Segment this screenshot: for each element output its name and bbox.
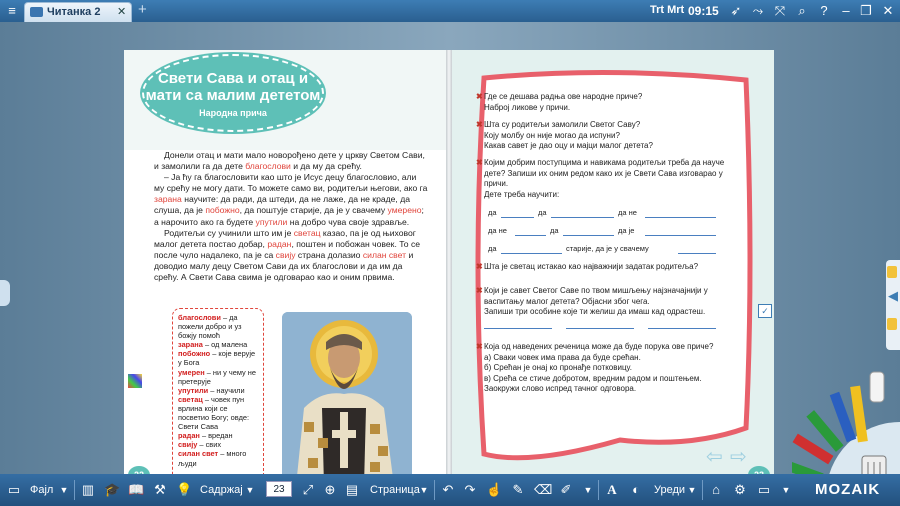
glossary-entry bbox=[178, 440, 258, 449]
pencils-icon[interactable]: ✐ bbox=[560, 482, 572, 497]
question-text: Којим добрим поступцима и навикама родитељи треба да науче дете? Запиши их оним редом како их је Свети Сава изговарао у причи. Дете треба научити: bbox=[484, 158, 725, 199]
minimize-icon[interactable]: – bbox=[842, 3, 850, 18]
checkbox-icon[interactable]: ✓ bbox=[758, 304, 772, 318]
screen-icon[interactable]: ▭ bbox=[7, 482, 21, 497]
fill-in-blank[interactable] bbox=[551, 217, 614, 218]
glossary-definition: – вредан bbox=[199, 431, 233, 441]
text-tool-icon[interactable]: A bbox=[607, 482, 617, 497]
fill-in-blank[interactable] bbox=[501, 217, 534, 218]
monitor-dropdown-icon[interactable]: ▼ bbox=[781, 485, 791, 495]
answer-blank[interactable] bbox=[484, 328, 552, 329]
home-check-icon[interactable]: ⌂ bbox=[712, 482, 720, 497]
undo-icon[interactable]: ↶ bbox=[442, 482, 454, 497]
restore-icon[interactable]: ❐ bbox=[860, 3, 872, 18]
bookmark-add-icon[interactable] bbox=[887, 266, 897, 278]
rocket-icon[interactable]: ➶ bbox=[730, 3, 742, 18]
glossary-entry bbox=[178, 449, 258, 467]
fill-in-label: да bbox=[488, 208, 497, 217]
story-text bbox=[154, 150, 429, 283]
page-view-menu[interactable]: Страница bbox=[370, 484, 420, 496]
pointer-hand-icon[interactable]: ☝ bbox=[486, 482, 503, 497]
answer-blank[interactable] bbox=[648, 328, 716, 329]
zoom-icon[interactable]: ⊕ bbox=[324, 482, 336, 497]
left-page bbox=[124, 50, 446, 488]
fill-in-label: да bbox=[488, 244, 497, 253]
page-number-input[interactable]: 23 bbox=[266, 481, 292, 497]
graduation-cap-icon[interactable]: 🎓 bbox=[104, 482, 121, 497]
story-text-run: на добро чува своје здравље. bbox=[287, 216, 410, 227]
glossary-word: побожно bbox=[178, 349, 211, 359]
story-text-run: Родитељи су учинили што им је bbox=[164, 227, 294, 238]
highlighted-word: свију bbox=[275, 249, 296, 260]
fill-in-label: да не bbox=[488, 226, 507, 235]
question-item bbox=[476, 158, 734, 200]
glossary-definition: – ни у чему не претерује bbox=[178, 367, 256, 386]
highlighted-word: радан bbox=[267, 238, 292, 249]
pen-dropdown-icon[interactable]: ▼ bbox=[583, 485, 593, 495]
help-icon[interactable]: ? bbox=[820, 3, 828, 18]
file-dropdown-icon[interactable]: ▼ bbox=[59, 485, 69, 495]
glossary-entry bbox=[178, 349, 258, 367]
lightbulb-icon[interactable]: 💡 bbox=[176, 482, 193, 497]
reader-area bbox=[0, 22, 900, 474]
open-book-icon[interactable]: 📖 bbox=[128, 482, 145, 497]
left-panel-handle[interactable] bbox=[0, 280, 10, 306]
brand-logo: MOZAIK bbox=[815, 481, 881, 498]
fill-in-blank[interactable] bbox=[501, 253, 562, 254]
title-bar bbox=[0, 0, 900, 22]
story-text-run: казао, па је од њиховог малог детета постао добар, bbox=[154, 227, 416, 249]
glossary-word: умерен bbox=[178, 367, 205, 377]
glossary-word: силан свет bbox=[178, 449, 219, 459]
hamburger-menu-icon[interactable]: ≡ bbox=[8, 3, 16, 18]
collapse-panel-icon[interactable]: ◀ bbox=[888, 288, 898, 303]
glossary-entry bbox=[178, 431, 258, 440]
question-mark-icon: ✖ bbox=[476, 158, 483, 167]
glossary-definition: – свих bbox=[197, 440, 222, 450]
glossary-word: свију bbox=[178, 440, 198, 450]
double-page-icon[interactable]: ▤ bbox=[345, 482, 359, 497]
highlighted-word: побожно bbox=[205, 205, 240, 216]
edit-dropdown-icon[interactable]: ▼ bbox=[687, 485, 697, 495]
question-text: Где се дешава радња ове народне приче? Наброј ликове у причи. bbox=[484, 92, 643, 112]
question-mark-icon: ✖ bbox=[476, 92, 483, 101]
question-mark-icon: ✖ bbox=[476, 262, 483, 271]
clock: 09:15 bbox=[688, 4, 719, 18]
search-icon[interactable]: ⌕ bbox=[798, 3, 806, 18]
question-mark-icon: ✖ bbox=[476, 342, 483, 351]
fill-in-blank[interactable] bbox=[515, 235, 547, 236]
new-tab-icon[interactable]: + bbox=[138, 1, 147, 18]
glossary-word: упутили bbox=[178, 385, 209, 395]
saint-sava-illustration bbox=[282, 312, 412, 486]
file-menu[interactable]: Фајл bbox=[30, 484, 54, 496]
glossary-entry bbox=[178, 313, 258, 340]
story-text-run: , поштен и побожан човек. То се после чуло надалеко, па је са bbox=[154, 238, 421, 260]
question-item bbox=[476, 92, 734, 113]
answer-blank[interactable] bbox=[566, 328, 634, 329]
fill-in-label: да bbox=[550, 226, 559, 235]
question-item bbox=[476, 262, 734, 273]
book-spine-icon[interactable]: ▥ bbox=[81, 482, 95, 497]
fullscreen-icon[interactable]: ⤧ bbox=[774, 3, 786, 18]
close-window-icon[interactable]: ✕ bbox=[882, 3, 894, 18]
story-paragraph bbox=[154, 228, 429, 283]
glossary-definition: – да пожели добро и уз божју помоћ bbox=[178, 313, 242, 341]
story-paragraph bbox=[154, 172, 429, 227]
fit-page-icon[interactable]: ⤢ bbox=[302, 482, 314, 497]
glossary-entry bbox=[178, 386, 258, 395]
puzzle-icon[interactable] bbox=[128, 374, 142, 388]
glossary-entry bbox=[178, 395, 258, 431]
fill-in-label: старије, да је у свачему bbox=[566, 244, 649, 253]
pen-icon[interactable]: ✎ bbox=[512, 482, 524, 497]
highlighted-word: светац bbox=[293, 227, 321, 238]
question-item bbox=[476, 120, 734, 152]
story-text-run: Донели отац и мати мало новорођено дете у цркву Светом Сави, и замолили га да дете bbox=[154, 150, 425, 172]
question-item bbox=[476, 342, 734, 395]
fill-in-label: да bbox=[538, 208, 547, 217]
glossary-box bbox=[172, 308, 264, 484]
glossary-definition: – које верује у Бога bbox=[178, 349, 256, 368]
glossary-word: светац bbox=[178, 394, 203, 404]
glossary-word: благослови bbox=[178, 313, 221, 322]
highlighted-word: умерено bbox=[387, 205, 422, 216]
user-label: Trt Mrt bbox=[650, 4, 685, 16]
story-text-run: , да поштује старије, да је у свачему bbox=[239, 205, 388, 216]
fill-in-blank[interactable] bbox=[645, 217, 717, 218]
prev-page-arrow[interactable]: ⇦ bbox=[706, 446, 723, 468]
glossary-entry bbox=[178, 340, 258, 349]
next-page-arrow[interactable]: ⇨ bbox=[730, 446, 747, 468]
tab-chitanka[interactable] bbox=[24, 2, 132, 22]
bottom-toolbar bbox=[0, 474, 900, 506]
content-menu[interactable]: Садржај bbox=[200, 484, 243, 496]
highlighted-word: зарана bbox=[154, 194, 182, 205]
highlighted-word: благослови bbox=[245, 161, 291, 172]
story-subtitle: Народна прича bbox=[199, 108, 267, 118]
eraser-icon[interactable]: ⌫ bbox=[534, 482, 553, 497]
share-icon[interactable]: ⤳ bbox=[752, 3, 764, 18]
question-text: Шта је светац истакао као најважнији задатак родитеља? bbox=[484, 262, 699, 271]
fill-in-label: да не bbox=[618, 208, 637, 217]
glossary-entry bbox=[178, 368, 258, 386]
glossary-definition: – човек пун врлина који се посветио Богу; овде: Свети Сава bbox=[178, 394, 250, 432]
redo-icon[interactable]: ↷ bbox=[464, 482, 476, 497]
title-badge bbox=[142, 54, 324, 132]
book-icon bbox=[30, 7, 43, 17]
fill-in-blank[interactable] bbox=[678, 253, 716, 254]
question-text: Који је савет Светог Саве по твом мишљењу најзначајнији у васпитању малог детета? Објасни због чега. Запиши три особине које ти желиш да имаш кад одрастеш. bbox=[484, 286, 708, 317]
page-dropdown-icon[interactable]: ▼ bbox=[419, 485, 429, 495]
close-tab-icon[interactable]: ✕ bbox=[117, 6, 127, 18]
content-dropdown-icon[interactable]: ▼ bbox=[245, 485, 255, 495]
highlighted-word: силан свет bbox=[362, 249, 407, 260]
story-text-run: и доводио малу децу Светом Сави да их благослови и да им да срећу. А Свети Сава свима је одговарао као и оним првима. bbox=[154, 249, 414, 283]
story-text-run: ; а нарочито ако га будете bbox=[154, 205, 424, 227]
story-text-run: страна долазио bbox=[295, 249, 363, 260]
glossary-word: радан bbox=[178, 431, 200, 441]
story-title: Свети Сава и отац и мати са малим дететом bbox=[145, 70, 321, 104]
monitor-icon[interactable]: ▭ bbox=[757, 482, 771, 497]
tools-icon[interactable]: ⚒ bbox=[154, 482, 166, 497]
tab-label: Читанка 2 bbox=[47, 6, 101, 18]
glossary-definition: – научили bbox=[208, 385, 245, 395]
story-text-run: – Ја ћу га благословити као што је Исус децу благословио, али му срећу не могу дати. То можете само ви, родитељи његови, ако га bbox=[154, 172, 428, 194]
question-text: Која од наведених реченица може да буде порука ове приче? а) Сваки човек има права да буде срећан. б) Срећан је онај ко пронађе потковицу. в) Срећа се стиче добротом, вредним радом и поштењем. Заокружи слово испред тачног одговора. bbox=[484, 342, 714, 394]
fill-in-blank[interactable] bbox=[563, 235, 614, 236]
fill-in-blank[interactable] bbox=[645, 235, 717, 236]
question-text: Шта су родитељи замолили Светог Саву? Коју молбу он није могао да испуни? Какав савет је дао оцу и мајци малог детета? bbox=[484, 120, 653, 151]
glossary-word: зарана bbox=[178, 340, 203, 350]
question-mark-icon: ✖ bbox=[476, 286, 483, 295]
glossary-definition: – од малена bbox=[202, 340, 248, 350]
settings-gear-icon[interactable]: ⚙ bbox=[734, 482, 746, 497]
right-page bbox=[452, 50, 774, 488]
glossary-definition: – много људи bbox=[178, 449, 247, 468]
note-icon[interactable] bbox=[887, 318, 897, 330]
color-picker-icon[interactable]: ◐ bbox=[632, 482, 640, 497]
edit-menu[interactable]: Уреди bbox=[654, 484, 686, 496]
fill-in-label: да је bbox=[618, 226, 635, 235]
story-text-run: научите: да ради, да штеди, да не лаже, да не краде, да слуша, да је bbox=[154, 194, 410, 216]
question-mark-icon: ✖ bbox=[476, 120, 483, 129]
question-item bbox=[476, 286, 734, 318]
highlighted-word: упутили bbox=[255, 216, 288, 227]
story-text-run: и да му да срећу. bbox=[290, 161, 362, 172]
story-paragraph bbox=[154, 150, 429, 172]
